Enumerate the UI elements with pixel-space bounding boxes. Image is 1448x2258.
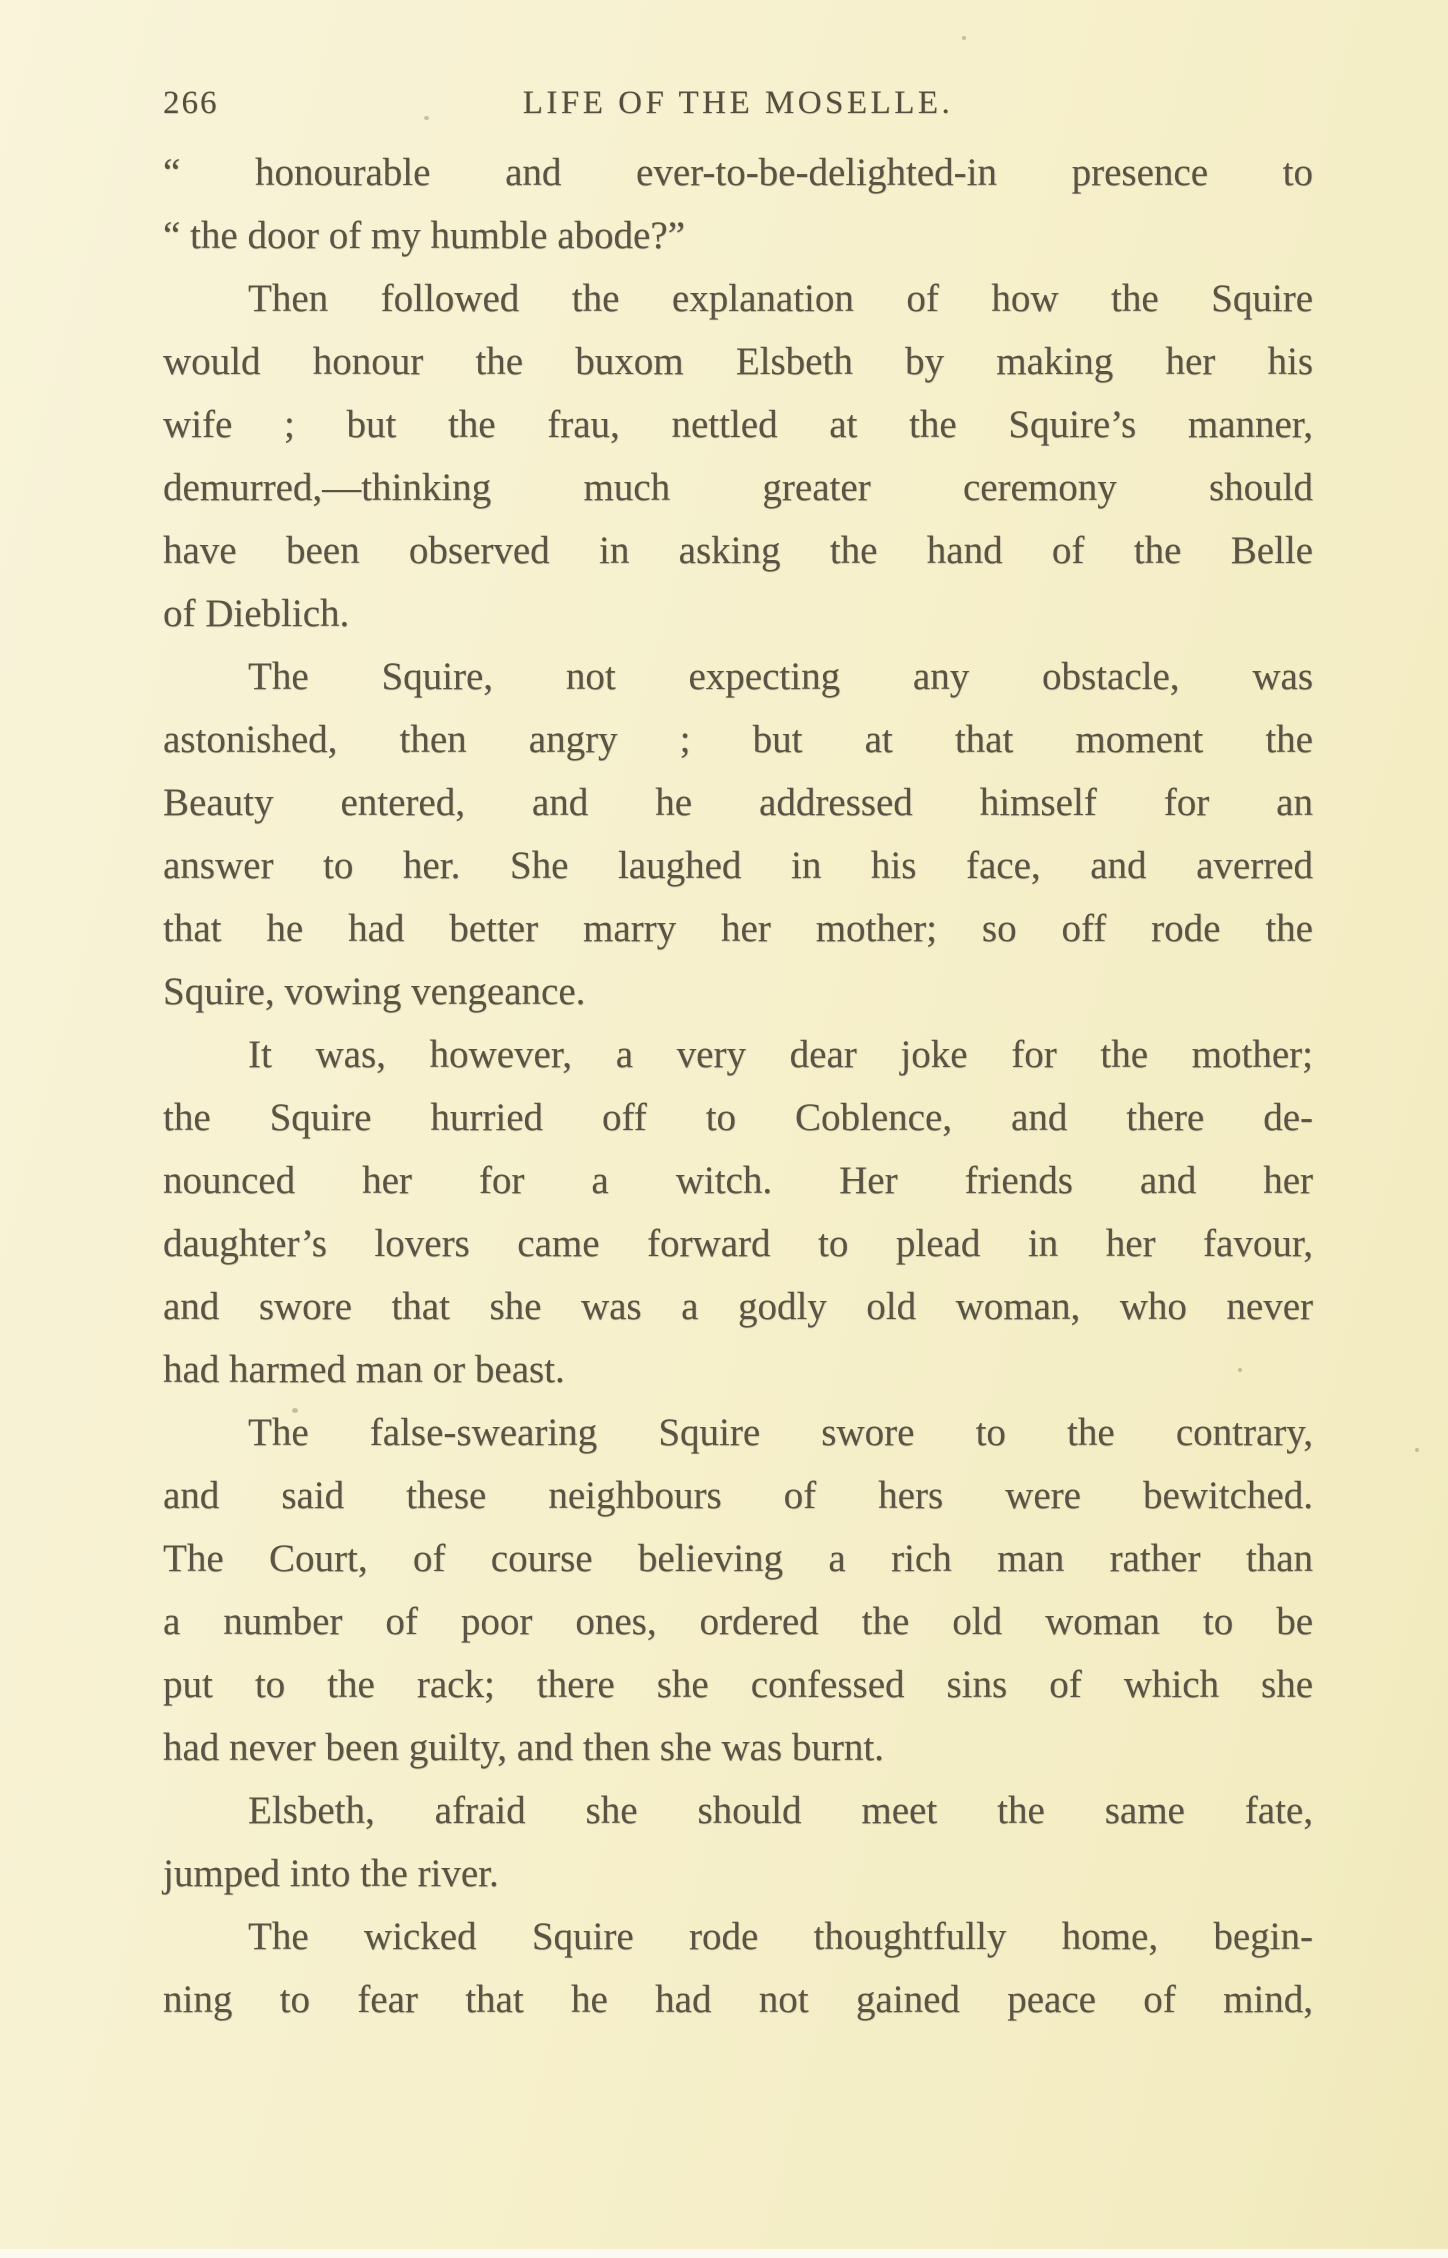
text-line: a number of poor ones, ordered the old woman to be	[163, 1600, 1313, 1643]
running-title: LIFE OF THE MOSELLE.	[522, 85, 954, 121]
text-line: The false-swearing Squire swore to the contrary,	[248, 1411, 1313, 1454]
text-line: jumped into the river.	[163, 1852, 499, 1895]
text-line: that he had better marry her mother; so off rode the	[163, 907, 1313, 950]
text-line: demurred,—thinking much greater ceremony should	[163, 466, 1313, 509]
body-text	[163, 141, 1313, 2031]
ink-speck	[424, 116, 429, 120]
text-line: The Court, of course believing a rich man rather than	[163, 1537, 1313, 1580]
ink-speck	[962, 36, 966, 40]
text-line: The wicked Squire rode thoughtfully home, begin-	[248, 1915, 1313, 1958]
page-number: 266	[163, 85, 219, 121]
text-line: would honour the buxom Elsbeth by making her his	[163, 340, 1313, 383]
ink-speck	[292, 1408, 298, 1413]
text-line: and swore that she was a godly old woman, who never	[163, 1285, 1313, 1328]
text-line: and said these neighbours of hers were bewitched.	[163, 1474, 1313, 1517]
ink-speck	[1415, 1448, 1419, 1452]
text-line: It was, however, a very dear joke for the mother;	[248, 1033, 1313, 1076]
text-line: The Squire, not expecting any obstacle, was	[248, 655, 1313, 698]
text-line: “ honourable and ever-to-be-delighted-in presence to	[163, 151, 1313, 194]
text-line: nounced her for a witch. Her friends and her	[163, 1159, 1313, 1202]
text-line: had never been guilty, and then she was burnt.	[163, 1726, 884, 1769]
text-line: answer to her. She laughed in his face, and averred	[163, 844, 1313, 887]
text-line: wife ; but the frau, nettled at the Squire’s manner,	[163, 403, 1313, 446]
scan-bottom-edge	[0, 2249, 1448, 2258]
text-line: the Squire hurried off to Coblence, and there de-	[163, 1096, 1313, 1139]
text-line: daughter’s lovers came forward to plead in her favour,	[163, 1222, 1313, 1265]
text-line: Elsbeth, afraid she should meet the same fate,	[248, 1789, 1313, 1832]
text-line: put to the rack; there she confessed sins of which she	[163, 1663, 1313, 1706]
text-line: have been observed in asking the hand of the Belle	[163, 529, 1313, 572]
text-line: Squire, vowing vengeance.	[163, 970, 586, 1013]
text-line: astonished, then angry ; but at that moment the	[163, 718, 1313, 761]
text-line: “ the door of my humble abode?”	[163, 214, 685, 257]
text-line: Beauty entered, and he addressed himself for an	[163, 781, 1313, 824]
text-line: had harmed man or beast.	[163, 1348, 565, 1391]
text-line: of Dieblich.	[163, 592, 350, 635]
text-line: ning to fear that he had not gained peace of mind,	[163, 1978, 1313, 2021]
text-line: Then followed the explanation of how the Squire	[248, 277, 1313, 320]
ink-speck	[1238, 1368, 1242, 1372]
